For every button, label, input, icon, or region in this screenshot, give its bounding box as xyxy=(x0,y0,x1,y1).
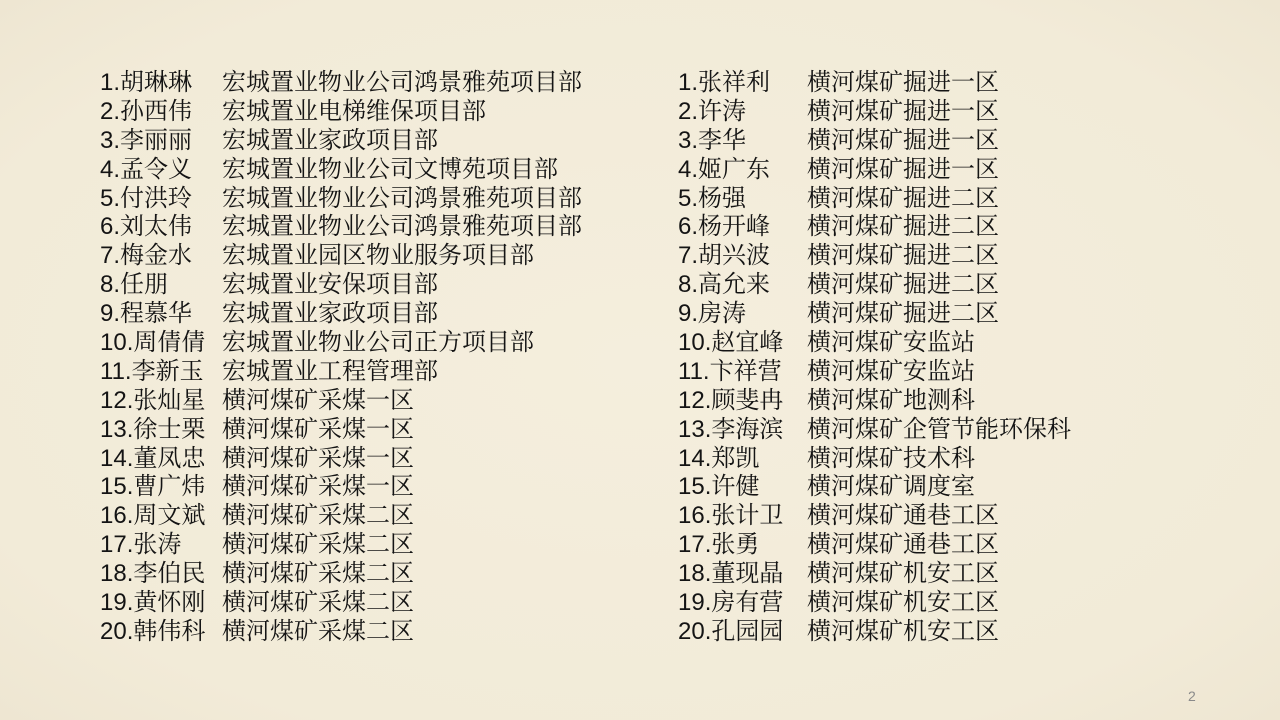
attendee-row xyxy=(100,242,582,271)
attendee-name-cell xyxy=(100,531,222,560)
attendee-row xyxy=(100,502,582,531)
attendee-name: 韩伟科 xyxy=(133,617,206,645)
attendee-name: 胡琳琳 xyxy=(120,69,193,96)
attendee-org: 宏城置业物业公司鸿景雅苑项目部 xyxy=(222,69,582,96)
attendee-index: 9. xyxy=(678,300,699,328)
attendee-name: 李丽丽 xyxy=(120,126,193,154)
attendee-org: 横河煤矿机安工区 xyxy=(807,560,999,588)
attendee-row xyxy=(100,387,582,416)
attendee-name: 杨开峰 xyxy=(698,213,771,241)
attendee-name-cell xyxy=(100,502,222,531)
attendee-index: 3. xyxy=(100,126,121,154)
attendee-name-cell xyxy=(678,358,807,387)
attendee-index: 15. xyxy=(100,473,134,501)
attendee-org: 横河煤矿掘进一区 xyxy=(807,97,999,125)
attendee-org: 横河煤矿采煤二区 xyxy=(222,531,414,559)
attendee-org: 宏城置业工程管理部 xyxy=(222,357,438,385)
attendee-row xyxy=(100,416,582,445)
attendee-name-cell xyxy=(100,618,222,647)
attendee-row xyxy=(678,502,1071,531)
attendee-org: 宏城置业园区物业服务项目部 xyxy=(222,242,534,270)
attendee-name: 周倩倩 xyxy=(133,329,206,357)
attendee-row xyxy=(678,329,1071,358)
attendee-index: 15. xyxy=(678,473,712,501)
attendee-row xyxy=(100,531,582,560)
attendee-name-cell xyxy=(678,242,807,271)
attendee-name-cell xyxy=(100,473,222,502)
attendee-org: 横河煤矿安监站 xyxy=(807,357,975,385)
attendee-org: 宏城置业物业公司文博苑项目部 xyxy=(222,155,558,183)
attendee-row xyxy=(678,416,1071,445)
attendee-row xyxy=(678,445,1071,474)
attendee-name-cell xyxy=(678,300,807,329)
attendee-row xyxy=(100,156,582,185)
attendee-index: 16. xyxy=(100,502,134,530)
attendee-row xyxy=(100,445,582,474)
attendee-name: 张涛 xyxy=(133,531,182,559)
attendee-name: 孔园园 xyxy=(711,617,784,645)
attendee-row xyxy=(678,185,1071,214)
attendee-name-cell xyxy=(678,589,807,618)
attendee-org: 横河煤矿掘进二区 xyxy=(807,242,999,270)
attendee-org: 横河煤矿机安工区 xyxy=(807,617,999,645)
attendee-name: 高允来 xyxy=(698,271,771,299)
attendee-row xyxy=(100,358,582,387)
attendee-index: 7. xyxy=(678,242,699,270)
attendee-row xyxy=(678,242,1071,271)
attendee-org: 宏城置业物业公司鸿景雅苑项目部 xyxy=(222,184,582,212)
attendee-name: 梅金水 xyxy=(120,242,193,270)
attendee-index: 10. xyxy=(678,329,712,357)
attendee-index: 13. xyxy=(100,415,134,443)
attendee-org: 横河煤矿调度室 xyxy=(807,473,975,501)
attendee-row xyxy=(100,185,582,214)
attendee-row xyxy=(100,329,582,358)
attendee-name-cell xyxy=(100,300,222,329)
attendee-org: 横河煤矿掘进二区 xyxy=(807,271,999,299)
attendee-org: 横河煤矿通巷工区 xyxy=(807,531,999,559)
attendee-index: 16. xyxy=(678,502,712,530)
attendee-name: 周文斌 xyxy=(133,502,206,530)
attendee-row xyxy=(678,387,1071,416)
attendee-name-cell xyxy=(100,589,222,618)
attendee-org: 横河煤矿掘进二区 xyxy=(807,300,999,328)
attendee-row xyxy=(678,589,1071,618)
attendee-list-left xyxy=(100,69,582,647)
attendee-name: 杨强 xyxy=(698,184,747,212)
attendee-name: 董现晶 xyxy=(711,560,784,588)
attendee-name-cell xyxy=(678,127,807,156)
attendee-name: 姬广东 xyxy=(698,155,771,183)
attendee-name: 张祥利 xyxy=(698,69,771,96)
attendee-row xyxy=(678,358,1071,387)
attendee-name-cell xyxy=(100,387,222,416)
attendee-index: 7. xyxy=(100,242,121,270)
attendee-org: 横河煤矿技术科 xyxy=(807,444,975,472)
attendee-name: 李华 xyxy=(698,126,747,154)
attendee-row xyxy=(100,560,582,589)
attendee-name-cell xyxy=(678,69,807,98)
attendee-index: 1. xyxy=(100,69,121,96)
attendee-org: 横河煤矿掘进一区 xyxy=(807,69,999,96)
attendee-row xyxy=(100,69,582,98)
attendee-index: 20. xyxy=(678,617,712,645)
attendee-name-cell xyxy=(678,185,807,214)
attendee-org: 横河煤矿采煤二区 xyxy=(222,589,414,617)
attendee-name-cell xyxy=(678,213,807,242)
attendee-row xyxy=(678,98,1071,127)
attendee-name: 张灿星 xyxy=(133,386,206,414)
attendee-org: 横河煤矿安监站 xyxy=(807,329,975,357)
attendee-name: 董凤忠 xyxy=(133,444,206,472)
attendee-name-cell xyxy=(678,618,807,647)
attendee-org: 宏城置业物业公司正方项目部 xyxy=(222,329,534,357)
attendee-row xyxy=(678,213,1071,242)
attendee-name: 许健 xyxy=(711,473,760,501)
attendee-name: 赵宜峰 xyxy=(711,329,784,357)
attendee-name-cell xyxy=(100,69,222,98)
attendee-index: 4. xyxy=(100,155,121,183)
attendee-name: 卞祥营 xyxy=(709,357,782,385)
slide-page-number: 2 xyxy=(1188,688,1196,704)
attendee-row xyxy=(100,473,582,502)
attendee-index: 6. xyxy=(100,213,121,241)
attendee-name-cell xyxy=(678,445,807,474)
attendee-index: 19. xyxy=(100,589,134,617)
attendee-name: 许涛 xyxy=(698,97,747,125)
attendee-index: 10. xyxy=(100,329,134,357)
attendee-index: 1. xyxy=(678,69,699,96)
attendee-name: 李海滨 xyxy=(711,415,784,443)
attendee-name-cell xyxy=(100,213,222,242)
attendee-name-cell xyxy=(100,560,222,589)
attendee-org: 横河煤矿通巷工区 xyxy=(807,502,999,530)
attendee-name-cell xyxy=(678,156,807,185)
attendee-name: 黄怀刚 xyxy=(133,589,206,617)
attendee-row xyxy=(100,98,582,127)
attendee-list-right xyxy=(678,69,1071,647)
attendee-row xyxy=(678,531,1071,560)
attendee-org: 横河煤矿采煤一区 xyxy=(222,386,414,414)
attendee-name-cell xyxy=(100,358,222,387)
attendee-index: 5. xyxy=(678,184,699,212)
attendee-name: 刘太伟 xyxy=(120,213,193,241)
attendee-org: 横河煤矿采煤一区 xyxy=(222,444,414,472)
attendee-name: 房有营 xyxy=(711,589,784,617)
attendee-org: 宏城置业家政项目部 xyxy=(222,126,438,154)
attendee-index: 8. xyxy=(678,271,699,299)
attendee-index: 18. xyxy=(678,560,712,588)
attendee-org: 横河煤矿采煤二区 xyxy=(222,560,414,588)
attendee-name-cell xyxy=(678,98,807,127)
attendee-name-cell xyxy=(100,156,222,185)
attendee-name: 程慕华 xyxy=(120,300,193,328)
attendee-index: 20. xyxy=(100,617,134,645)
attendee-name: 孙西伟 xyxy=(120,97,193,125)
attendee-org: 横河煤矿采煤二区 xyxy=(222,617,414,645)
attendee-row xyxy=(678,618,1071,647)
attendee-name: 房涛 xyxy=(698,300,747,328)
attendee-row xyxy=(678,69,1071,98)
attendee-name: 付洪玲 xyxy=(120,184,193,212)
attendee-index: 2. xyxy=(100,97,121,125)
attendee-index: 12. xyxy=(678,386,712,414)
attendee-name-cell xyxy=(678,387,807,416)
attendee-org: 宏城置业家政项目部 xyxy=(222,300,438,328)
attendee-name: 李伯民 xyxy=(133,560,206,588)
attendee-row xyxy=(100,589,582,618)
attendee-index: 3. xyxy=(678,126,699,154)
attendee-index: 6. xyxy=(678,213,699,241)
attendee-name: 孟令义 xyxy=(120,155,193,183)
attendee-name-cell xyxy=(678,416,807,445)
attendee-name-cell xyxy=(678,502,807,531)
attendee-org: 宏城置业电梯维保项目部 xyxy=(222,97,486,125)
attendee-name: 张计卫 xyxy=(711,502,784,530)
attendee-org: 横河煤矿掘进二区 xyxy=(807,213,999,241)
attendee-org: 横河煤矿掘进二区 xyxy=(807,184,999,212)
attendee-row xyxy=(100,300,582,329)
attendee-name: 任朋 xyxy=(120,271,169,299)
attendee-index: 14. xyxy=(100,444,134,472)
attendee-index: 19. xyxy=(678,589,712,617)
attendee-name-cell xyxy=(678,531,807,560)
attendee-index: 9. xyxy=(100,300,121,328)
attendee-org: 宏城置业物业公司鸿景雅苑项目部 xyxy=(222,213,582,241)
attendee-name-cell xyxy=(678,329,807,358)
attendee-org: 横河煤矿机安工区 xyxy=(807,589,999,617)
attendee-index: 8. xyxy=(100,271,121,299)
attendee-name-cell xyxy=(678,560,807,589)
attendee-row xyxy=(678,300,1071,329)
attendee-name-cell xyxy=(100,445,222,474)
attendee-row xyxy=(678,127,1071,156)
attendee-name: 徐士栗 xyxy=(133,415,206,443)
attendee-name-cell xyxy=(100,242,222,271)
attendee-index: 13. xyxy=(678,415,712,443)
attendee-name: 顾斐冉 xyxy=(711,386,784,414)
attendee-row xyxy=(100,618,582,647)
attendee-org: 横河煤矿采煤一区 xyxy=(222,473,414,501)
attendee-index: 14. xyxy=(678,444,712,472)
attendee-row xyxy=(678,156,1071,185)
attendee-row xyxy=(678,560,1071,589)
attendee-name-cell xyxy=(100,127,222,156)
attendee-row xyxy=(678,271,1071,300)
attendee-name-cell xyxy=(100,98,222,127)
attendee-index: 12. xyxy=(100,386,134,414)
attendee-org: 横河煤矿企管节能环保科 xyxy=(807,415,1071,443)
attendee-name-cell xyxy=(678,271,807,300)
attendee-row xyxy=(678,473,1071,502)
attendee-index: 18. xyxy=(100,560,134,588)
attendee-name-cell xyxy=(100,416,222,445)
attendee-index: 11. xyxy=(678,357,710,385)
attendee-org: 横河煤矿地测科 xyxy=(807,386,975,414)
attendee-row xyxy=(100,127,582,156)
attendee-name-cell xyxy=(100,329,222,358)
attendee-org: 横河煤矿采煤二区 xyxy=(222,502,414,530)
attendee-row xyxy=(100,271,582,300)
attendee-name-cell xyxy=(678,473,807,502)
attendee-row xyxy=(100,213,582,242)
attendee-index: 5. xyxy=(100,184,121,212)
attendee-org: 横河煤矿掘进一区 xyxy=(807,155,999,183)
attendee-name: 曹广炜 xyxy=(133,473,206,501)
attendee-index: 11. xyxy=(100,357,132,385)
attendee-org: 横河煤矿掘进一区 xyxy=(807,126,999,154)
attendee-name: 张勇 xyxy=(711,531,760,559)
attendee-index: 17. xyxy=(678,531,712,559)
attendee-name: 李新玉 xyxy=(131,357,204,385)
attendee-org: 横河煤矿采煤一区 xyxy=(222,415,414,443)
attendee-name: 胡兴波 xyxy=(698,242,771,270)
attendee-name-cell xyxy=(100,185,222,214)
attendee-index: 2. xyxy=(678,97,699,125)
attendee-org: 宏城置业安保项目部 xyxy=(222,271,438,299)
attendee-name: 郑凯 xyxy=(711,444,760,472)
attendee-name-cell xyxy=(100,271,222,300)
attendee-index: 17. xyxy=(100,531,134,559)
attendee-index: 4. xyxy=(678,155,699,183)
